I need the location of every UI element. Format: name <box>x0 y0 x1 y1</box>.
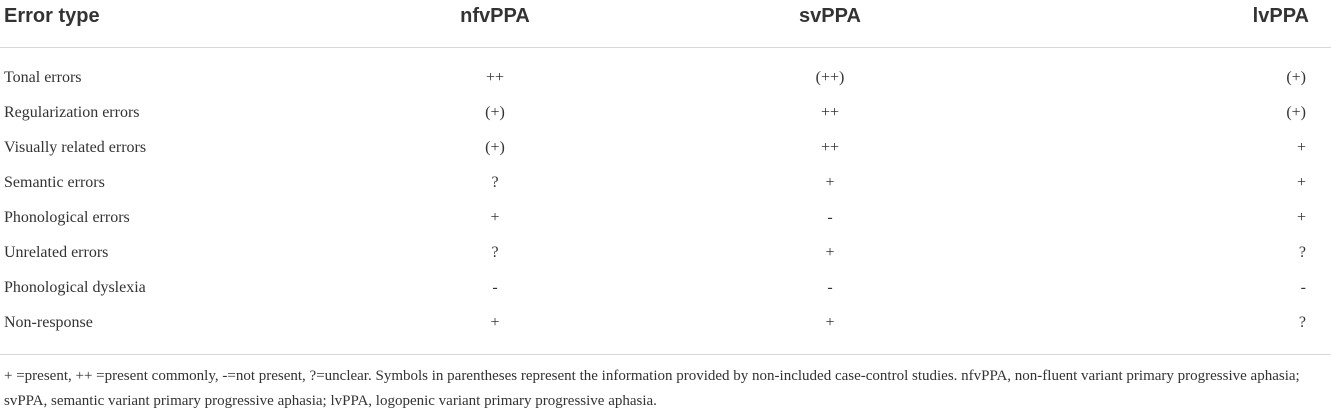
table-header-row <box>0 0 1331 48</box>
cell-lvppa: ? <box>1298 313 1306 331</box>
table-row <box>0 130 1331 165</box>
row-label: Regularization errors <box>4 103 140 121</box>
table-row <box>0 200 1331 235</box>
row-label: Non-response <box>4 313 93 331</box>
cell-lvppa: + <box>1296 208 1306 226</box>
row-label: Unrelated errors <box>4 243 109 261</box>
cell-svppa: (++) <box>815 68 845 86</box>
row-label: Tonal errors <box>4 68 82 86</box>
cell-lvppa: - <box>1300 278 1306 296</box>
row-label: Phonological dyslexia <box>4 278 146 296</box>
header-lvppa: lvPPA <box>1000 0 1331 48</box>
cell-svppa: + <box>825 313 835 331</box>
cell-nfvppa: (+) <box>485 103 505 121</box>
row-label: Semantic errors <box>4 173 105 191</box>
cell-nfvppa: ? <box>491 243 499 261</box>
cell-svppa: ++ <box>820 103 840 121</box>
header-error-type: Error type <box>0 0 330 48</box>
cell-lvppa: ? <box>1298 243 1306 261</box>
cell-svppa: ++ <box>820 138 840 156</box>
cell-lvppa: (+) <box>1286 103 1306 121</box>
cell-nfvppa: - <box>492 278 498 296</box>
header-nfvppa: nfvPPA <box>330 0 660 48</box>
cell-nfvppa: ++ <box>485 68 505 86</box>
table-row <box>0 95 1331 130</box>
cell-lvppa: + <box>1296 138 1306 156</box>
cell-nfvppa: ? <box>491 173 499 191</box>
row-label: Phonological errors <box>4 208 130 226</box>
table-bottom-rule <box>0 340 1331 355</box>
table-row <box>0 305 1331 340</box>
cell-nfvppa: (+) <box>485 138 505 156</box>
cell-svppa: + <box>825 173 835 191</box>
cell-lvppa: (+) <box>1286 68 1306 86</box>
table-row <box>0 270 1331 305</box>
cell-svppa: + <box>825 243 835 261</box>
table-row <box>0 235 1331 270</box>
table-row <box>0 165 1331 200</box>
cell-nfvppa: + <box>490 208 500 226</box>
cell-lvppa: + <box>1296 173 1306 191</box>
cell-nfvppa: + <box>490 313 500 331</box>
table-footnote: + =present, ++ =present commonly, -=not present, ?=unclear. Symbols in parentheses represent the information provided by non-included case-control studies. nfvPPA, non-fluent variant primary progressive aphasia; svPPA, semantic variant primary progressive aphasia; lvPPA, logopenic variant primary progressive aphasia. <box>4 368 1300 409</box>
row-label: Visually related errors <box>4 138 147 156</box>
table-row <box>0 60 1331 95</box>
header-svppa: svPPA <box>660 0 1000 48</box>
cell-svppa: - <box>827 208 833 226</box>
cell-svppa: - <box>827 278 833 296</box>
